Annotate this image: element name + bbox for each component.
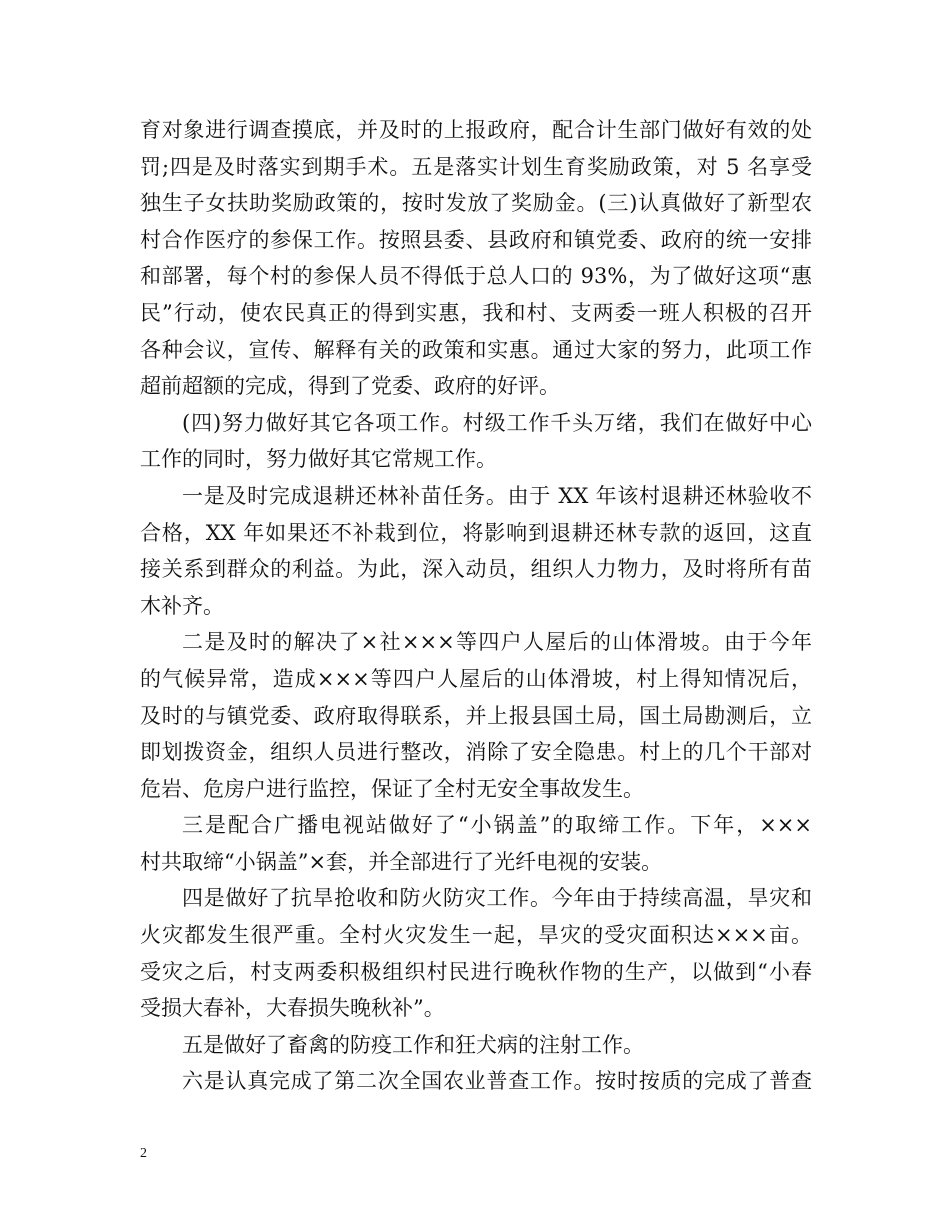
text-line: 受损大春补，大春损失晚秋补”。 [140, 996, 445, 1021]
text-line: 即划拨资金，组织人员进行整改，消除了安全隐患。村上的几个干部对 [140, 740, 812, 765]
text-line: 各种会议，宣传、解释有关的政策和实惠。通过大家的努力，此项工作 [140, 337, 812, 362]
paragraph-start-line: (四)努力做好其它各项工作。村级工作千头万绪，我们在做好中心 [182, 410, 812, 435]
text-line: 罚;四是及时落实到期手术。五是落实计划生育奖励政策，对 5 名享受 [140, 154, 812, 179]
text-line: 村合作医疗的参保工作。按照县委、县政府和镇党委、政府的统一安排 [140, 227, 812, 252]
text-line: 火灾都发生很严重。全村火灾发生一起，旱灾的受灾面积达×××亩。 [140, 923, 812, 948]
text-line: 民”行动，使农民真正的得到实惠，我和村、支两委一班人积极的召开 [140, 300, 812, 325]
paragraph-start-line: 六是认真完成了第二次全国农业普查工作。按时按质的完成了普查 [182, 1069, 812, 1094]
text-line: 木补齐。 [140, 593, 224, 618]
text-line: 的气候异常，造成×××等四户人屋后的山体滑坡，村上得知情况后， [140, 666, 812, 691]
text-line: 合格，XX 年如果还不补栽到位，将影响到退耕还林专款的返回，这直 [140, 520, 812, 545]
text-line: 受灾之后，村支两委积极组织村民进行晚秋作物的生产，以做到“小春 [140, 959, 812, 984]
text-line: 危岩、危房户进行监控，保证了全村无安全事故发生。 [140, 776, 644, 801]
text-line: 及时的与镇党委、政府取得联系，并上报县国土局，国土局勘测后，立 [140, 703, 812, 728]
text-line: 接关系到群众的利益。为此，深入动员，组织人力物力，及时将所有苗 [140, 557, 812, 582]
text-line: 超前超额的完成，得到了党委、政府的好评。 [140, 374, 560, 399]
document-body [140, 112, 812, 1100]
paragraph-start-line: 五是做好了畜禽的防疫工作和狂犬病的注射工作。 [182, 1032, 644, 1057]
text-line: 独生子女扶助奖励政策的，按时发放了奖励金。(三)认真做好了新型农 [140, 191, 812, 216]
paragraph-start-line: 四是做好了抗旱抢收和防火防灾工作。今年由于持续高温，旱灾和 [182, 886, 812, 911]
text-line: 工作的同时，努力做好其它常规工作。 [140, 447, 497, 472]
text-line: 育对象进行调查摸底，并及时的上报政府，配合计生部门做好有效的处 [140, 118, 812, 142]
text-line: 和部署，每个村的参保人员不得低于总人口的 93%，为了做好这项“惠 [140, 264, 812, 289]
paragraph-start-line: 一是及时完成退耕还林补苗任务。由于 XX 年该村退耕还林验收不 [182, 483, 812, 508]
text-line: 村共取缔“小锅盖”×套，并全部进行了光纤电视的安装。 [140, 849, 663, 874]
page-number: 2 [140, 1146, 147, 1161]
paragraph-start-line: 二是及时的解决了×社×××等四户人屋后的山体滑坡。由于今年 [182, 630, 812, 655]
paragraph-start-line: 三是配合广播电视站做好了“小锅盖”的取缔工作。下年，××× [182, 813, 812, 838]
